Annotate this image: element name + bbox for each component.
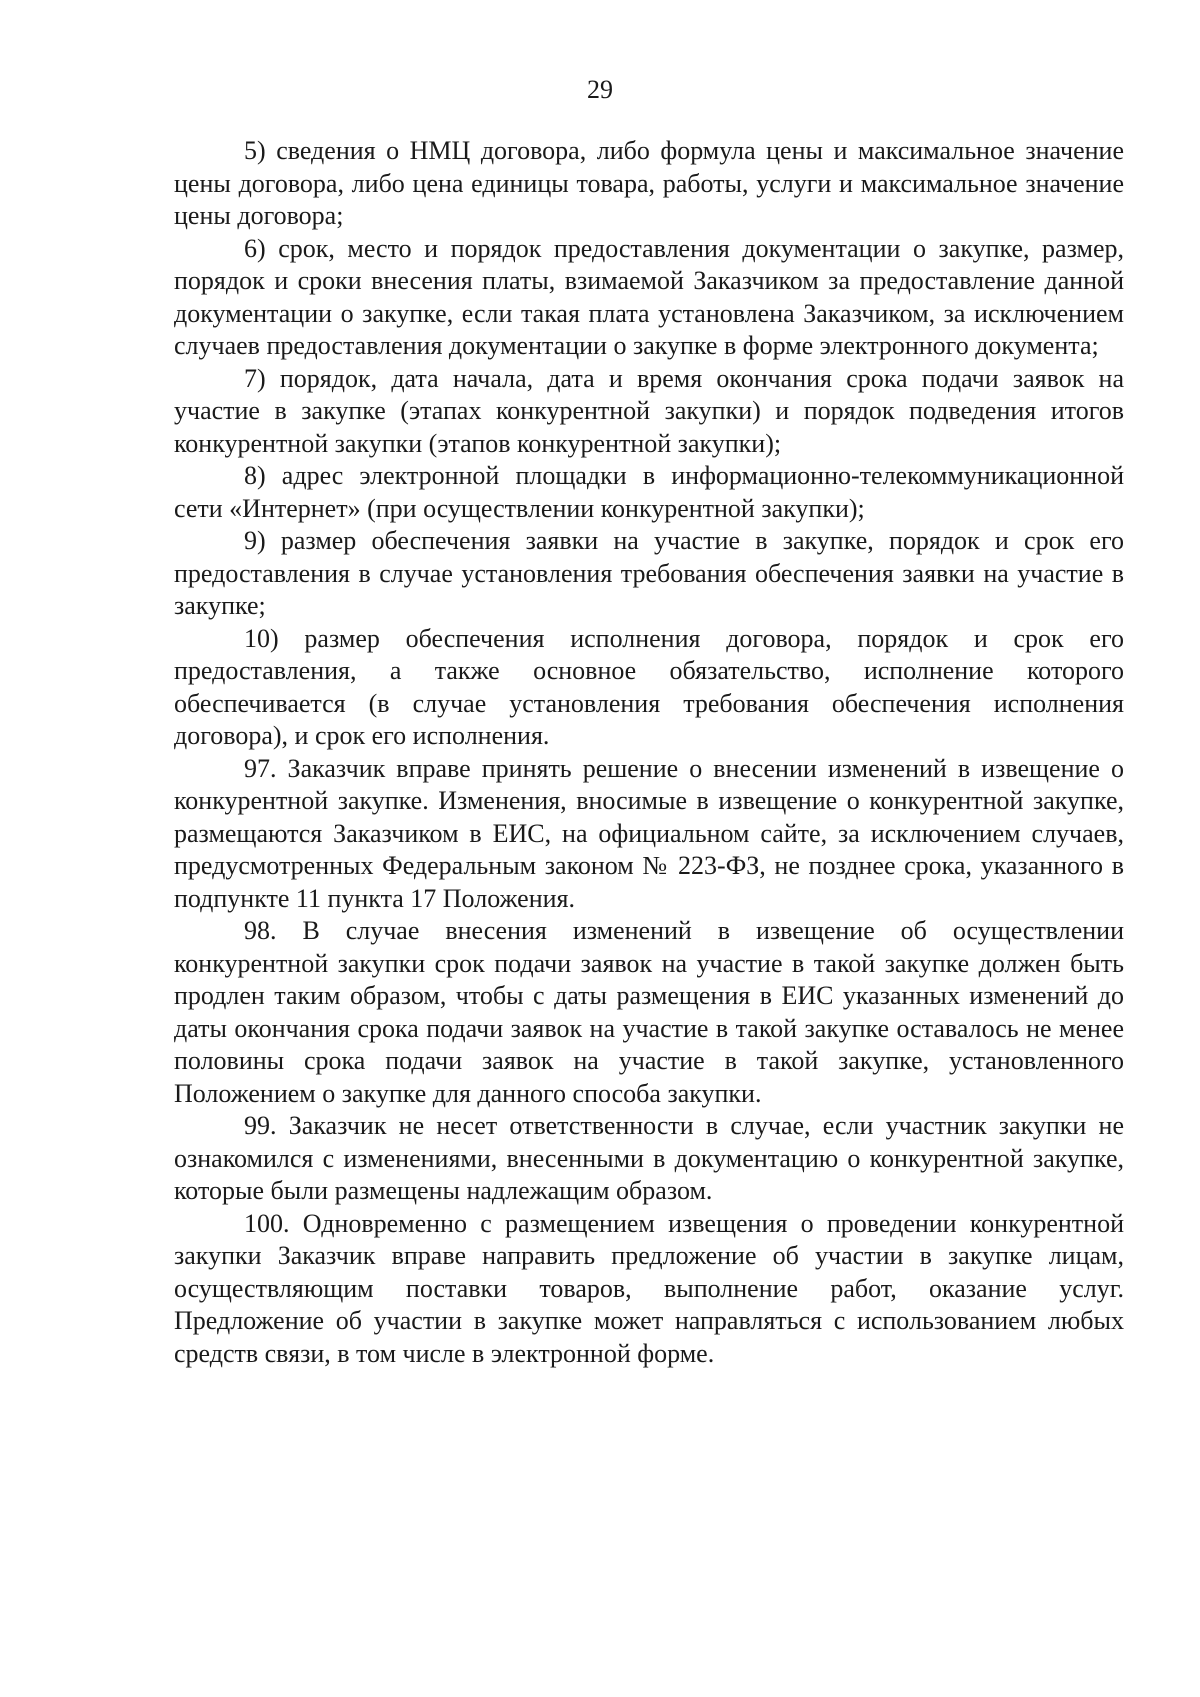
clause-text: Заказчик вправе принять решение о внесении изменений в извещение о конкурентной закупке. Изменения, вносимые в извещение о конкурентной закупке, размещаются Заказчиком в ЕИС, на официальном сайте, за исключением случаев, предусмотренных Федеральным законом № 223-ФЗ, не позднее срока, указанного в подпункте 11 пункта 17 Положения. <box>174 753 1125 913</box>
page-number: 29 <box>587 75 613 104</box>
item-text: размер обеспечения заявки на участие в закупке, порядок и срок его предоставления в случае установления требования обеспечения заявки на участие в закупке; <box>174 526 1124 620</box>
item-number: 7) <box>244 363 280 393</box>
item-number: 8) <box>244 461 282 490</box>
item-number: 10) <box>244 623 305 653</box>
clause-100 <box>174 1208 1124 1371</box>
item-text: размер обеспечения исполнения договора, порядок и срок его предоставления, а также основное обязательство, исполнение которого обеспечивается (в случае установления требования обеспечения исполнения договора), и срок его исполнения. <box>174 623 1124 750</box>
clause-number: 98. <box>244 916 303 945</box>
clause-98 <box>174 915 1124 1110</box>
list-item-6 <box>174 233 1124 363</box>
item-text: порядок, дата начала, дата и время окончания срока подачи заявок на участие в закупке (этапах конкурентной закупки) и порядок подведения итогов конкурентной закупки (этапов конкурентной закупки); <box>174 363 1124 458</box>
list-item-5 <box>174 135 1124 233</box>
item-number: 9) <box>244 526 281 555</box>
clause-text: Заказчик не несет ответственности в случае, если участник закупки не ознакомился с изменениями, внесенными в документацию о конкурентной закупке, которые были размещены надлежащим образом. <box>174 1111 1125 1205</box>
document-body <box>174 135 1124 1370</box>
list-item-9 <box>174 525 1124 623</box>
list-item-7 <box>174 363 1124 461</box>
item-number: 5) <box>244 136 277 165</box>
clause-99 <box>174 1110 1124 1208</box>
item-text: адрес электронной площадки в информационно-телекоммуникационной сети «Интернет» (при осуществлении конкурентной закупки); <box>174 461 1124 523</box>
list-item-10 <box>174 623 1124 753</box>
clause-number: 99. <box>244 1111 289 1140</box>
item-number: 6) <box>244 233 279 263</box>
clause-number: 100. <box>244 1208 303 1238</box>
list-item-8 <box>174 460 1124 525</box>
clause-97 <box>174 753 1124 916</box>
clause-text: В случае внесения изменений в извещение об осуществлении конкурентной закупки срок подачи заявок на участие в такой закупке должен быть продлен таким образом, чтобы с даты размещения в ЕИС указанных изменений до даты окончания срока подачи заявок на участие в такой закупке оставалось не менее половины срока подачи заявок на участие в такой закупке, установленного Положением о закупке для данного способа закупки. <box>174 916 1124 1108</box>
item-text: срок, место и порядок предоставления документации о закупке, размер, порядок и сроки внесения платы, взимаемой Заказчиком за предоставление данной документации о закупке, если такая плата установлена Заказчиком, за исключением случаев предоставления документации о закупке в форме электронного документа; <box>174 233 1124 360</box>
item-text: сведения о НМЦ договора, либо формула цены и максимальное значение цены договора, либо цена единицы товара, работы, услуги и максимальное значение цены договора; <box>174 136 1125 230</box>
clause-text: Одновременно с размещением извещения о проведении конкурентной закупки Заказчик вправе направить предложение об участии в закупке лицам, осуществляющим поставки товаров, выполнение работ, оказание услуг. Предложение об участии в закупке может направляться с использованием любых средств связи, в том числе в электронной форме. <box>174 1208 1124 1368</box>
clause-number: 97. <box>244 753 288 783</box>
